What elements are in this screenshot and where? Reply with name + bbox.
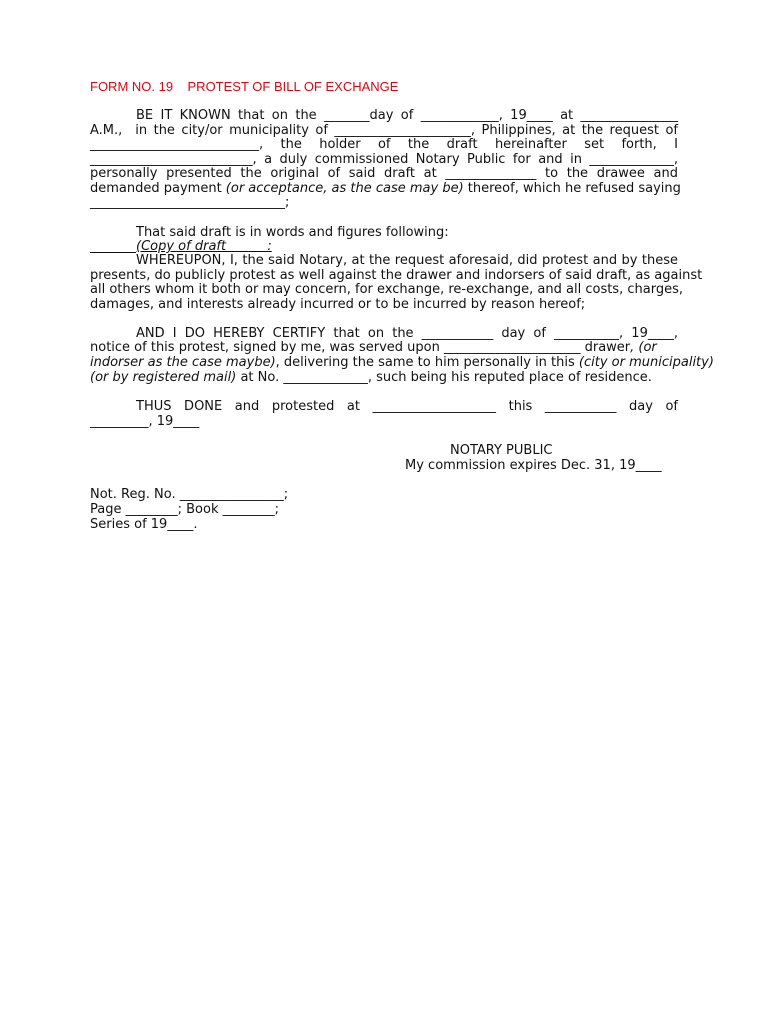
p3-line-3-b: , delivering the same to him personally in this [275, 355, 579, 370]
p3-line-3 [90, 355, 714, 370]
p1-line-5: personally presented the original of said draft at ______________ to the drawee and [90, 166, 678, 181]
p1-line-4: _________________________, a duly commissioned Notary Public for and in _____________, [90, 152, 678, 167]
p2-copy-of-draft: (Copy of draft : [136, 239, 272, 254]
p1-line-3: __________________________, the holder of the draft hereinafter set forth, I [90, 137, 678, 152]
p3-line-3-italic-c: (city or municipality) [578, 355, 714, 370]
series: Series of 19____. [90, 517, 198, 532]
p1-line-1: BE IT KNOWN that on the _______day of ____________, 19____ at _______________ [136, 108, 678, 123]
p1-line-6-a: demanded payment [90, 181, 226, 196]
p3-line-1: AND I DO HEREBY CERTIFY that on the ___________ day of __________, 19____, [136, 326, 678, 341]
p4-line-1: THUS DONE and protested at ___________________ this ___________ day of [136, 399, 678, 414]
p3-line-4 [90, 370, 678, 385]
p1-line-7: ______________________________; [90, 195, 290, 210]
p2-line-6: damages, and interests already incurred or to be incurred by reason hereof; [90, 297, 586, 312]
page-book: Page ________; Book ________; [90, 502, 279, 517]
p3-line-2-italic: , (or [630, 340, 657, 355]
p1-line-6-italic: (or acceptance, as the case may be) [225, 181, 464, 196]
p4-line-2: _________, 19____ [90, 414, 200, 429]
form-title: FORM NO. 19 PROTEST OF BILL OF EXCHANGE [90, 79, 399, 94]
p1-line-6 [90, 181, 681, 196]
notary-public-label: NOTARY PUBLIC [450, 443, 553, 458]
p2-line-5: all others whom it both or may concern, for exchange, re-exchange, and all costs, charges, [90, 282, 683, 297]
p2-line-4: presents, do publicly protest as well against the drawer and indorsers of said draft, as against [90, 268, 703, 283]
p3-line-2 [90, 340, 678, 355]
p1-line-6-c: thereof, which he refused saying [463, 181, 681, 196]
p3-line-4-b: at No. _____________, such being his reputed place of residence. [236, 370, 652, 385]
p3-line-4-italic: (or by registered mail) [90, 370, 237, 385]
p2-line-3: WHEREUPON, I, the said Notary, at the request aforesaid, did protest and by these [136, 253, 678, 268]
p3-line-3-italic-a: indorser as the case maybe) [90, 355, 276, 370]
p3-line-2-a: notice of this protest, signed by me, was served upon _____________________ drawer [90, 340, 631, 355]
p2-line-1: That said draft is in words and figures following: [136, 225, 449, 240]
commission-expiry: My commission expires Dec. 31, 19____ [405, 458, 662, 473]
notarial-register-number: Not. Reg. No. ________________; [90, 487, 289, 502]
p1-line-2: A.M., in the city/or municipality of _____________________, Philippines, at the request of [90, 123, 678, 138]
